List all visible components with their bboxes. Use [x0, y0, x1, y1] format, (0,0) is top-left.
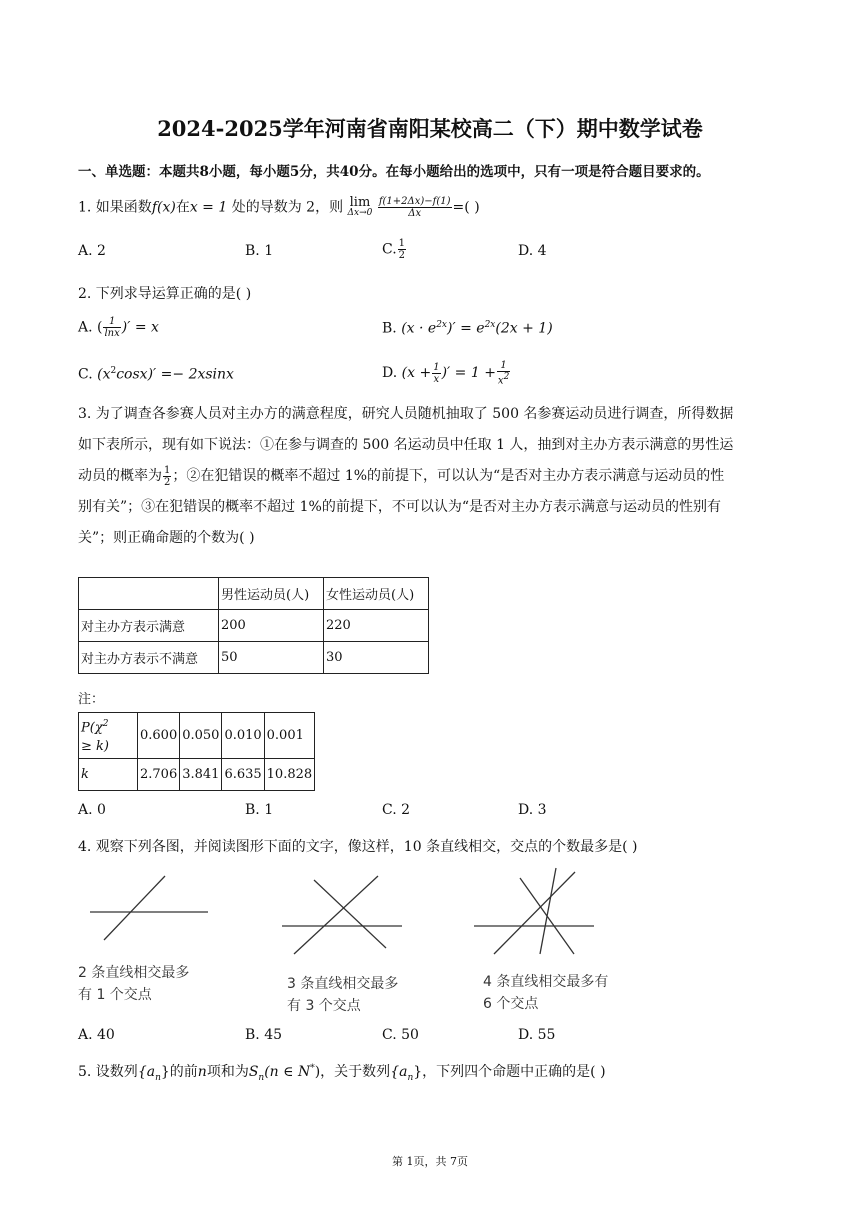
q3-option-c: C. 2 [382, 802, 411, 818]
table-cell: 0.600 [138, 713, 180, 759]
table-cell: 对主办方表示不满意 [79, 642, 219, 674]
table-cell: 0.001 [264, 713, 315, 759]
q4-caption-3 [483, 971, 608, 1015]
q2-option-d [382, 360, 511, 386]
q5-t4: n [197, 1064, 207, 1080]
q5-t3: }的前 [160, 1064, 198, 1080]
q1-option-c-label: C. [382, 241, 397, 258]
q2-c-text: (x [97, 366, 111, 383]
q2-d-num: 1 [433, 361, 440, 373]
q1-mid2: 处的导数为 2，则 [227, 199, 344, 216]
q2-d-den2-wrap [497, 372, 510, 386]
q2-b-text: (x · e [401, 320, 437, 337]
section-heading: 一、单选题：本题共8小题，每小题5分，共40分。在每小题给出的选项中，只有一项是符合题目要求的。 [78, 164, 710, 180]
q5-t8: )，关于数列 [314, 1064, 391, 1080]
q2-a-den: lnx [104, 328, 120, 339]
q5-t6: S [248, 1064, 259, 1080]
q3-line-5: 关”；则正确命题的个数为( ) [78, 530, 255, 546]
q1-option-c [382, 238, 407, 261]
q1-frac-num: f(1+2Δx)−f(1) [378, 196, 451, 207]
q5-t2sub: n [155, 1072, 161, 1083]
table-row [79, 713, 315, 759]
table-header: 男性运动员(人) [219, 578, 324, 610]
table-cell: 6.635 [222, 759, 264, 791]
fig3-line-diag-c [540, 868, 556, 954]
q4-option-c: C. 50 [382, 1027, 419, 1043]
q3-note: 注： [78, 692, 105, 707]
q2-c-rest: cosx)′ =− 2xsinx [116, 366, 234, 383]
q2-c-sup: 2 [110, 366, 117, 376]
q1-frac-den: Δx [408, 208, 422, 219]
q4-option-a: A. 40 [78, 1027, 115, 1043]
q3-chi-square-table [78, 712, 315, 791]
q3-survey-table [78, 577, 429, 674]
q1-suffix: =( ) [452, 199, 480, 216]
q2-option-b [382, 320, 553, 337]
q2-b-sup: 2x [436, 320, 448, 330]
table-cell: 0.050 [180, 713, 222, 759]
q2-a-num: 1 [103, 316, 120, 328]
q2-option-c [78, 366, 234, 383]
q2-b-rest: )′ = e [447, 320, 485, 337]
q1-lim-bottom: Δx→0 [347, 207, 373, 218]
q5-t10: }，下列四个命题中正确的是( ) [413, 1064, 606, 1080]
q4-caption-1-line2: 有 1 个交点 [78, 987, 152, 1003]
table-cell: 2.706 [138, 759, 180, 791]
q1-option-a: A. 2 [78, 243, 106, 259]
q5-t2: {a [137, 1064, 156, 1080]
q2-d-den2: x [497, 375, 504, 387]
question-1-stem [78, 196, 480, 219]
question-3-stem [78, 399, 784, 554]
q2-c-label: C. [78, 366, 93, 383]
table-row [79, 578, 429, 610]
q5-t1: 5. 设数列 [78, 1064, 138, 1080]
q2-d-den: x [433, 373, 440, 385]
question-4-stem: 4. 观察下列各图，并阅读图形下面的文字，像这样，10 条直线相交，交点的个数最多是( ) [78, 839, 638, 855]
q5-t6sub: n [258, 1072, 265, 1083]
fig2-line-diag-b [314, 880, 386, 948]
q5-t7: (n ∈ N [264, 1064, 311, 1080]
q3-frac-den: 2 [164, 476, 171, 488]
q1-lim-top: lim [349, 194, 371, 210]
table-cell: 30 [324, 642, 429, 674]
q4-caption-3-line1: 4 条直线相交最多有 [483, 974, 609, 990]
q2-d-rest: )′ = 1 + [441, 365, 496, 382]
q1-option-b: B. 1 [245, 243, 274, 259]
q1-c-den: 2 [398, 250, 406, 261]
q3-option-a: A. 0 [78, 802, 106, 818]
q1-fx: f(x) [151, 199, 176, 216]
q2-a-rest: )′ = x [121, 319, 159, 336]
q4-caption-3-line2: 6 个交点 [483, 996, 539, 1012]
table-cell [79, 578, 219, 610]
q1-c-num: 1 [398, 238, 406, 249]
q2-d-frac1 [432, 362, 440, 385]
q3-option-d: D. 3 [518, 802, 547, 818]
table-row [79, 759, 315, 791]
table-cell: 200 [219, 610, 324, 642]
q5-t5: 项和为 [206, 1064, 249, 1080]
fig1-line-diagonal [104, 876, 165, 940]
q2-a-frac [103, 316, 120, 339]
q3-line-3a: 动员的概率为 [78, 468, 162, 484]
question-2-stem: 2. 下列求导运算正确的是( ) [78, 286, 252, 302]
q5-t9sub: n [407, 1072, 414, 1083]
q2-a-label: A. [78, 319, 93, 336]
page-footer: 第 1页，共 7页 [392, 1155, 468, 1168]
q1-prefix: 1. 如果函数 [78, 199, 152, 216]
table-row [79, 642, 429, 674]
table-cell: 220 [324, 610, 429, 642]
q3-line-2: 如下表所示，现有如下说法：①在参与调查的 500 名运动员中任取 1 人，抽到对主办方表示满意的男性运 [78, 437, 734, 453]
q5-t9: {a [390, 1064, 408, 1080]
fig2-line-diag-a [294, 876, 378, 954]
q3-line-3b: ；②在犯错误的概率不超过 1%的前提下，可以认为“是否对主办方表示满意与运动员的性 [172, 468, 725, 484]
q3-line-3 [78, 461, 784, 492]
q1-fraction [378, 196, 452, 219]
q5-t7sup: * [310, 1063, 315, 1074]
q4-caption-2 [287, 973, 398, 1017]
q2-d-label: D. [382, 365, 398, 382]
q4-caption-1 [78, 962, 189, 1006]
q4-option-d: D. 55 [518, 1027, 556, 1043]
table-cell: 10.828 [264, 759, 315, 791]
table-cell: k [79, 759, 138, 791]
table-cell: 对主办方表示满意 [79, 610, 219, 642]
q4-line-figures [0, 860, 860, 960]
q4-caption-1-line1: 2 条直线相交最多 [78, 965, 190, 981]
q3-line-4: 别有关”；③在犯错误的概率不超过 1%的前提下，不可以认为“是否对主办方表示满意与运动员的性别有 [78, 499, 721, 515]
question-5-stem [78, 1061, 606, 1083]
q4-caption-2-line1: 3 条直线相交最多 [287, 976, 399, 992]
page-title: 2024-2025学年河南省南阳某校高二（下）期中数学试卷 [157, 116, 703, 141]
q3-frac [163, 465, 171, 488]
q1-option-c-frac [398, 238, 406, 261]
q1-option-d: D. 4 [518, 243, 547, 259]
q2-option-a: A. ( $\frac{1}{\ln x}$ )′ = x [78, 316, 159, 339]
table-header: 女性运动员(人) [324, 578, 429, 610]
q3-p-label-a: P(χ [81, 720, 103, 736]
q2-d-frac2 [497, 360, 510, 386]
q3-option-b: B. 1 [245, 802, 274, 818]
q2-b-label: B. [382, 320, 397, 337]
q3-p-label-b: ≥ k) [81, 738, 109, 754]
q1-limit [347, 194, 373, 219]
q2-d-sup: 2 [503, 372, 510, 382]
q1-cond: x = 1 [189, 199, 228, 216]
q3-p-label-sup: 2 [102, 719, 109, 730]
table-cell [79, 713, 138, 759]
q2-b-sup2: 2x [484, 320, 496, 330]
fig3-line-diag-a [494, 872, 575, 954]
q2-d-text: (x + [401, 365, 432, 382]
q3-frac-num: 1 [164, 464, 171, 476]
table-row [79, 610, 429, 642]
q2-b-tail: (2x + 1) [495, 320, 553, 337]
q4-option-b: B. 45 [245, 1027, 283, 1043]
table-cell: 0.010 [222, 713, 264, 759]
table-cell: 50 [219, 642, 324, 674]
q2-d-num2: 1 [497, 360, 510, 372]
q3-line-1: 3. 为了调查各参赛人员对主办方的满意程度，研究人员随机抽取了 500 名参赛运动员进行调查，所得数据 [78, 406, 734, 422]
q1-mid1: 在 [175, 199, 190, 216]
q4-caption-2-line2: 有 3 个交点 [287, 998, 361, 1014]
table-cell: 3.841 [180, 759, 222, 791]
